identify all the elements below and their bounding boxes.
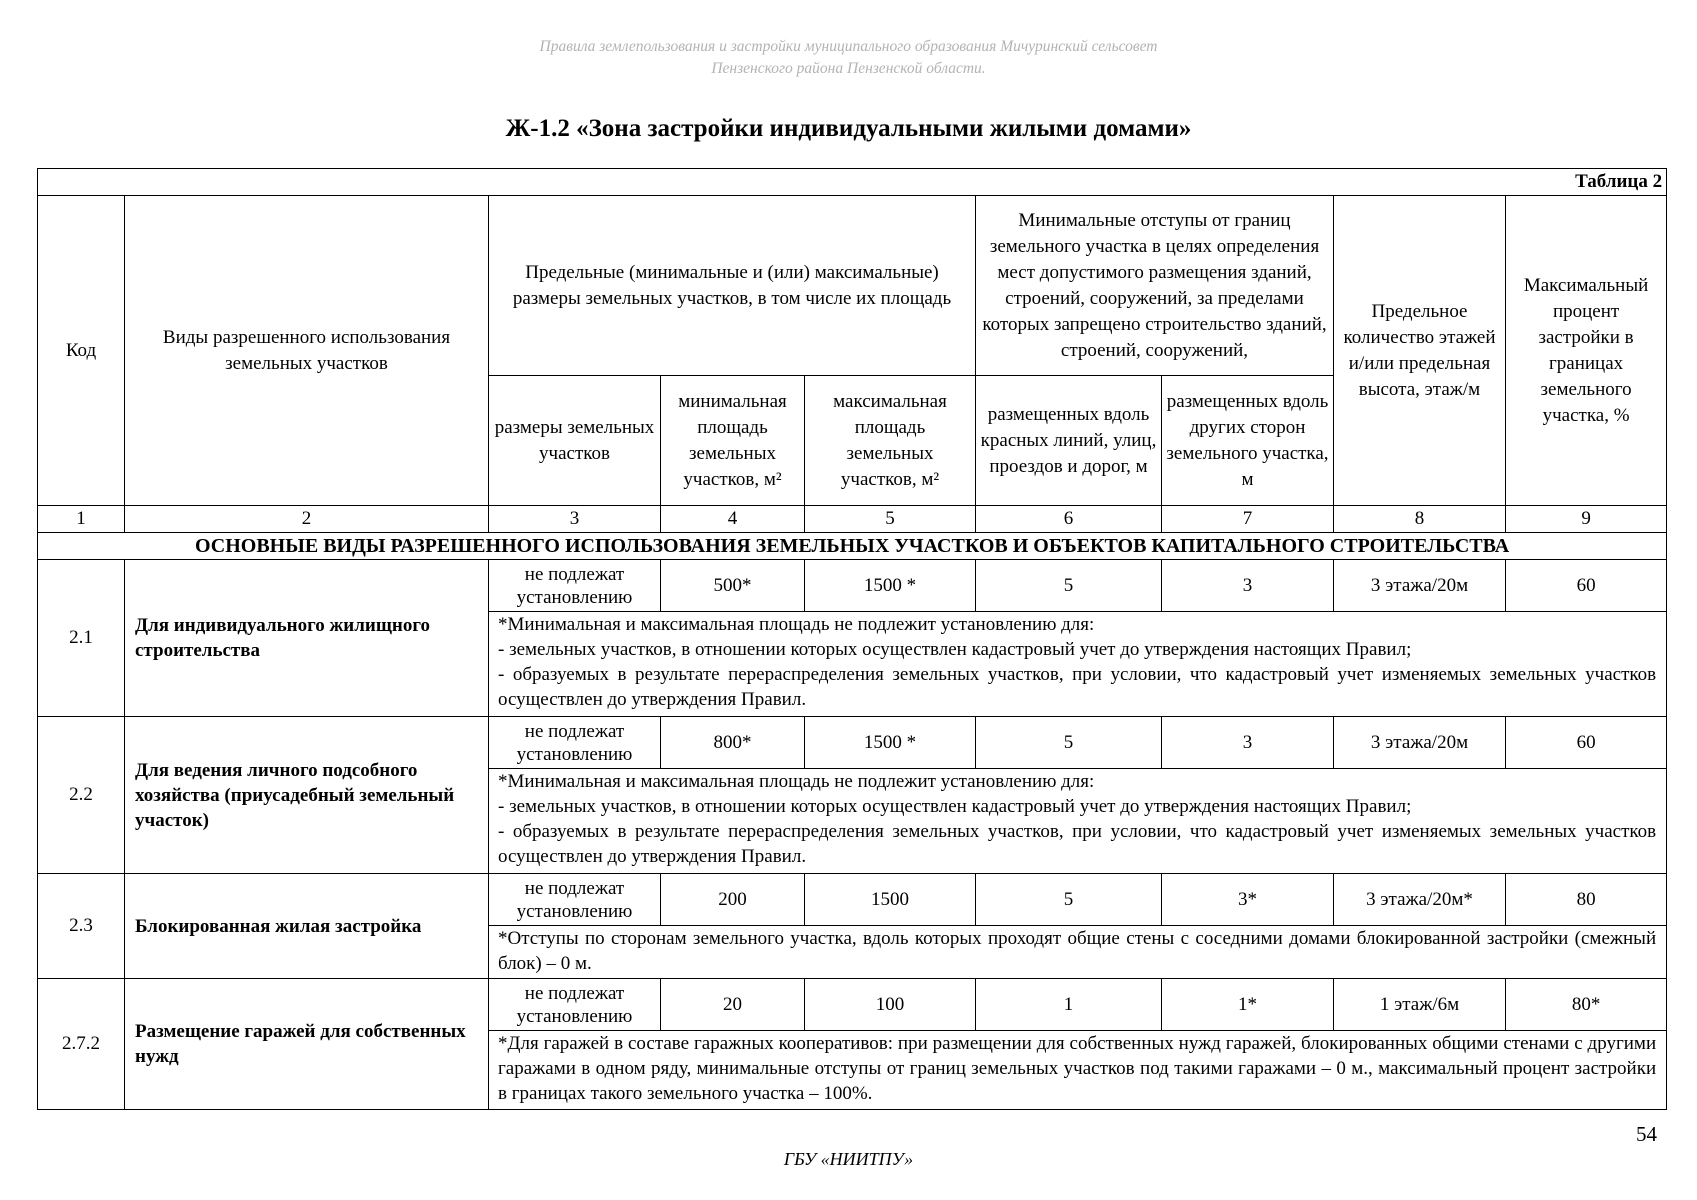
row-setback-other: 3 (1162, 560, 1334, 612)
row-sizes: не подлежат установлению (489, 979, 661, 1031)
column-number: 4 (661, 506, 805, 533)
note-line: - земельных участков, в отношении которых осуществлен кадастровый учет до утверждения настоящих Правил; (498, 639, 1412, 660)
header-code: Код (38, 196, 125, 506)
row-floors: 1 этаж/6м (1334, 979, 1506, 1031)
row-min-area: 200 (661, 874, 805, 926)
table-row (38, 560, 1667, 612)
row-max-area: 1500 * (805, 560, 976, 612)
row-sizes: не подлежат установлению (489, 560, 661, 612)
row-setback-red: 5 (976, 717, 1162, 769)
column-number: 7 (1162, 506, 1334, 533)
row-note (489, 769, 1667, 874)
note-line: *Для гаражей в составе гаражных кооперативов: при размещении для собственных нужд гаражей, блокированных общими стенами с другими гаражами в одном ряду, минимальные отступы от границ земельных участков под такими гаражами – 0 м., максимальный процент застройки в границах такого земельного участка – 100%. (498, 1033, 1657, 1104)
row-name: Для ведения личного подсобного хозяйства (приусадебный земельный участок) (125, 717, 489, 874)
row-setback-red: 1 (976, 979, 1162, 1031)
table-row (38, 717, 1667, 769)
note-line: *Отступы по сторонам земельного участка, вдоль которых проходят общие стены с соседними домами блокированной застройки (смежный блок) – 0 м. (498, 928, 1657, 974)
row-setback-red: 5 (976, 560, 1162, 612)
row-coverage: 80* (1506, 979, 1667, 1031)
column-number: 3 (489, 506, 661, 533)
row-note (489, 1031, 1667, 1110)
header-coverage: Максимальный процент застройки в границах земельного участка, % (1506, 196, 1667, 506)
header-max-area: максимальная площадь земельных участков, м² (805, 376, 976, 506)
row-coverage: 60 (1506, 717, 1667, 769)
row-code: 2.2 (38, 717, 125, 874)
header-floors: Предельное количество этажей и/или предельная высота, этаж/м (1334, 196, 1506, 506)
column-number: 2 (125, 506, 489, 533)
row-name: Блокированная жилая застройка (125, 874, 489, 979)
row-min-area: 800* (661, 717, 805, 769)
row-setback-red: 5 (976, 874, 1162, 926)
column-numbers-row (38, 506, 1667, 533)
row-max-area: 1500 (805, 874, 976, 926)
note-line: *Минимальная и максимальная площадь не подлежит установлению для: (498, 771, 1095, 792)
header-min-area: минимальная площадь земельных участков, м² (661, 376, 805, 506)
row-setback-other: 1* (1162, 979, 1334, 1031)
row-coverage: 80 (1506, 874, 1667, 926)
row-max-area: 100 (805, 979, 976, 1031)
row-min-area: 500* (661, 560, 805, 612)
row-setback-other: 3* (1162, 874, 1334, 926)
column-number: 1 (38, 506, 125, 533)
column-number: 9 (1506, 506, 1667, 533)
note-line: - земельных участков, в отношении которых осуществлен кадастровый учет до утверждения настоящих Правил; (498, 796, 1412, 817)
column-number: 6 (976, 506, 1162, 533)
header-line-1: Правила землепользования и застройки муниципального образования Мичуринский сельсовет (539, 38, 1158, 55)
row-floors: 3 этажа/20м (1334, 560, 1506, 612)
row-code: 2.7.2 (38, 979, 125, 1110)
row-sizes: не подлежат установлению (489, 874, 661, 926)
header-setback-red: размещенных вдоль красных линий, улиц, проездов и дорог, м (976, 376, 1162, 506)
column-number: 8 (1334, 506, 1506, 533)
zoning-table (37, 168, 1667, 1110)
row-max-area: 1500 * (805, 717, 976, 769)
row-name: Размещение гаражей для собственных нужд (125, 979, 489, 1110)
table-caption: Таблица 2 (38, 169, 1667, 196)
note-line: - образуемых в результате перераспределения земельных участков, при условии, что кадастровый учет изменяемых земельных участков осуществлен до утверждения Правил. (498, 821, 1657, 867)
table-row (38, 979, 1667, 1031)
row-sizes: не подлежат установлению (489, 717, 661, 769)
header-type: Виды разрешенного использования земельных участков (125, 196, 489, 506)
note-line: - образуемых в результате перераспределения земельных участков, при условии, что кадастровый учет изменяемых земельных участков осуществлен до утверждения Правил. (498, 664, 1657, 710)
section-title: ОСНОВНЫЕ ВИДЫ РАЗРЕШЕННОГО ИСПОЛЬЗОВАНИЯ ЗЕМЕЛЬНЫХ УЧАСТКОВ И ОБЪЕКТОВ КАПИТАЛЬНОГО СТРОИТЕЛЬСТВА (38, 533, 1667, 560)
header-limits-group: Предельные (минимальные и (или) максимальные) размеры земельных участков, в том числе их площадь (489, 196, 976, 376)
row-code: 2.1 (38, 560, 125, 717)
row-floors: 3 этажа/20м (1334, 717, 1506, 769)
note-line: *Минимальная и максимальная площадь не подлежит установлению для: (498, 614, 1095, 635)
page-number: 54 (1636, 1122, 1657, 1146)
header-setback-other: размещенных вдоль других сторон земельного участка, м (1162, 376, 1334, 506)
row-code: 2.3 (38, 874, 125, 979)
page-title: Ж-1.2 «Зона застройки индивидуальными жилыми домами» (505, 115, 1192, 142)
row-coverage: 60 (1506, 560, 1667, 612)
row-name: Для индивидуального жилищного строительства (125, 560, 489, 717)
header-line-2: Пензенского района Пензенской области. (711, 60, 986, 77)
document-header (0, 36, 1697, 80)
document-footer: ГБУ «НИИТПУ» (783, 1149, 914, 1169)
header-setback-group: Минимальные отступы от границ земельного участка в целях определения мест допустимого размещения зданий, строений, сооружений, за пределами которых запрещено строительство зданий, строений, сооружений, (976, 196, 1334, 376)
row-note (489, 612, 1667, 717)
table-row (38, 874, 1667, 926)
row-floors: 3 этажа/20м* (1334, 874, 1506, 926)
header-sizes: размеры земельных участков (489, 376, 661, 506)
row-min-area: 20 (661, 979, 805, 1031)
row-note (489, 926, 1667, 979)
column-number: 5 (805, 506, 976, 533)
row-setback-other: 3 (1162, 717, 1334, 769)
